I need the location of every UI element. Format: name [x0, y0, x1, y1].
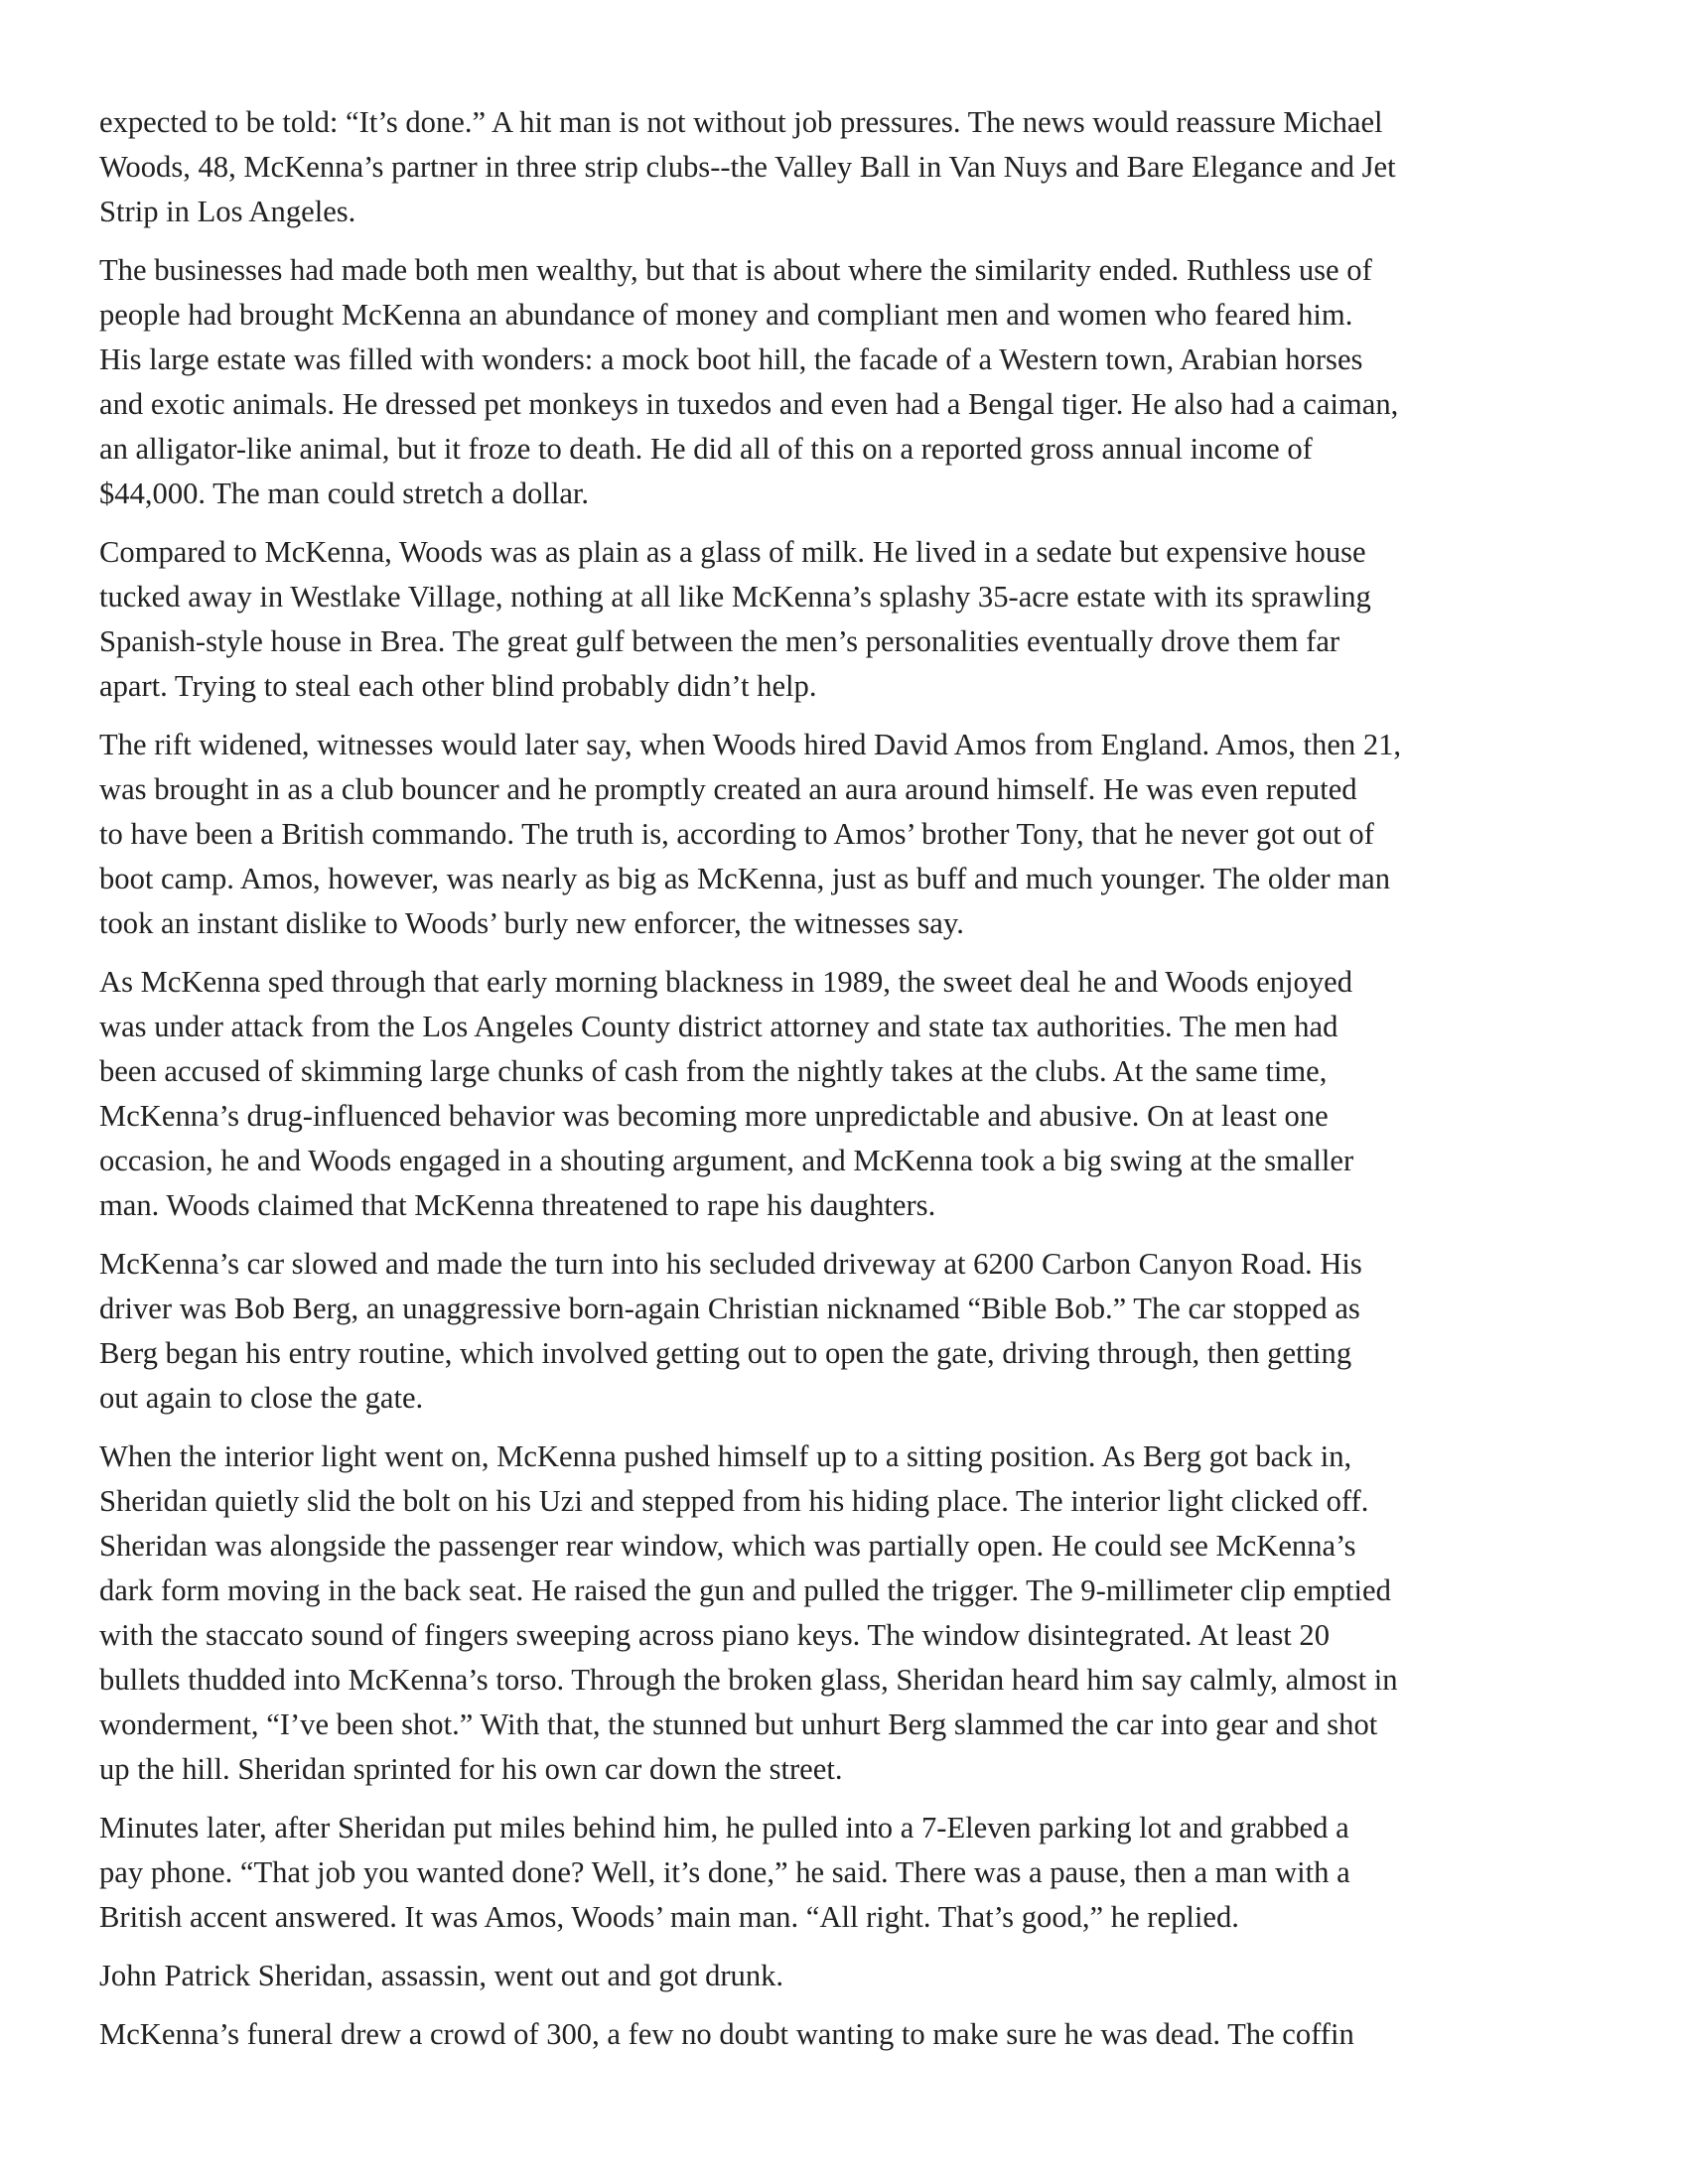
text-line: people had brought McKenna an abundance of money and compliant men and women who feared him. [99, 297, 1353, 332]
text-line: Sheridan was alongside the passenger rear window, which was partially open. He could see McKenna’s [99, 1528, 1356, 1563]
text-line: apart. Trying to steal each other blind probably didn’t help. [99, 668, 817, 703]
paragraph [99, 1241, 1609, 1420]
text-line: took an instant dislike to Woods’ burly new enforcer, the witnesses say. [99, 905, 964, 940]
paragraph [99, 529, 1609, 708]
text-line: Sheridan quietly slid the bolt on his Uzi and stepped from his hiding place. The interior light clicked off. [99, 1483, 1369, 1518]
paragraph [99, 247, 1609, 515]
text-line: McKenna’s drug-influenced behavior was becoming more unpredictable and abusive. On at least one [99, 1098, 1329, 1133]
text-line: was under attack from the Los Angeles County district attorney and state tax authorities. The men had [99, 1009, 1338, 1043]
paragraph [99, 99, 1609, 233]
text-line: The rift widened, witnesses would later say, when Woods hired David Amos from England. Amos, then 21, [99, 727, 1402, 761]
text-line: McKenna’s funeral drew a crowd of 300, a few no doubt wanting to make sure he was dead. The coffin [99, 2016, 1354, 2051]
text-line: $44,000. The man could stretch a dollar. [99, 476, 590, 510]
text-line: to have been a British commando. The truth is, according to Amos’ brother Tony, that he never got out of [99, 816, 1374, 851]
text-line: an alligator-like animal, but it froze to death. He did all of this on a reported gross annual income of [99, 431, 1313, 466]
text-line: bullets thudded into McKenna’s torso. Through the broken glass, Sheridan heard him say calmly, almost in [99, 1662, 1398, 1697]
text-line: John Patrick Sheridan, assassin, went out and got drunk. [99, 1958, 784, 1992]
text-line: was brought in as a club bouncer and he promptly created an aura around himself. He was even reputed [99, 771, 1357, 806]
text-line: tucked away in Westlake Village, nothing at all like McKenna’s splashy 35-acre estate with its sprawling [99, 579, 1371, 614]
text-line: been accused of skimming large chunks of cash from the nightly takes at the clubs. At the same time, [99, 1053, 1328, 1088]
text-line: wonderment, “I’ve been shot.” With that, the stunned but unhurt Berg slammed the car into gear and shot [99, 1706, 1378, 1741]
text-line: out again to close the gate. [99, 1380, 424, 1415]
text-line: Compared to McKenna, Woods was as plain as a glass of milk. He lived in a sedate but expensive house [99, 534, 1366, 569]
text-line: As McKenna sped through that early morning blackness in 1989, the sweet deal he and Woods enjoyed [99, 964, 1353, 999]
text-line: Berg began his entry routine, which involved getting out to open the gate, driving through, then getting [99, 1335, 1352, 1370]
text-line: Minutes later, after Sheridan put miles behind him, he pulled into a 7-Eleven parking lot and grabbed a [99, 1810, 1349, 1844]
text-line: with the staccato sound of fingers sweeping across piano keys. The window disintegrated. At least 20 [99, 1617, 1330, 1652]
text-line: Strip in Los Angeles. [99, 194, 356, 228]
text-line: occasion, he and Woods engaged in a shouting argument, and McKenna took a big swing at the smaller [99, 1143, 1354, 1177]
text-line: pay phone. “That job you wanted done? Well, it’s done,” he said. There was a pause, then a man with a [99, 1854, 1350, 1889]
text-line: dark form moving in the back seat. He raised the gun and pulled the trigger. The 9-millimeter clip emptied [99, 1572, 1391, 1607]
paragraph [99, 1953, 1609, 1997]
text-line: driver was Bob Berg, an unaggressive born-again Christian nicknamed “Bible Bob.” The car stopped as [99, 1291, 1360, 1325]
text-line: up the hill. Sheridan sprinted for his own car down the street. [99, 1751, 843, 1786]
text-line: When the interior light went on, McKenna pushed himself up to a sitting position. As Berg got back in, [99, 1438, 1352, 1473]
paragraph [99, 1433, 1609, 1791]
document-page [99, 99, 1609, 2070]
text-line: McKenna’s car slowed and made the turn into his secluded driveway at 6200 Carbon Canyon Road. His [99, 1246, 1362, 1281]
text-line: expected to be told: “It’s done.” A hit man is not without job pressures. The news would reassure Michael [99, 104, 1383, 139]
text-line: British accent answered. It was Amos, Woods’ main man. “All right. That’s good,” he replied. [99, 1899, 1239, 1934]
paragraph [99, 722, 1609, 945]
text-line: man. Woods claimed that McKenna threatened to rape his daughters. [99, 1187, 936, 1222]
text-line: Spanish-style house in Brea. The great gulf between the men’s personalities eventually drove them far [99, 623, 1340, 658]
text-line: Woods, 48, McKenna’s partner in three strip clubs--the Valley Ball in Van Nuys and Bare Elegance and Jet [99, 149, 1396, 184]
text-line: The businesses had made both men wealthy, but that is about where the similarity ended. Ruthless use of [99, 252, 1372, 287]
paragraph [99, 1805, 1609, 1939]
paragraph [99, 959, 1609, 1227]
text-line: His large estate was filled with wonders: a mock boot hill, the facade of a Western town, Arabian horses [99, 341, 1363, 376]
paragraph [99, 2011, 1609, 2056]
text-line: and exotic animals. He dressed pet monkeys in tuxedos and even had a Bengal tiger. He also had a caiman, [99, 386, 1399, 421]
text-line: boot camp. Amos, however, was nearly as big as McKenna, just as buff and much younger. The older man [99, 861, 1391, 895]
